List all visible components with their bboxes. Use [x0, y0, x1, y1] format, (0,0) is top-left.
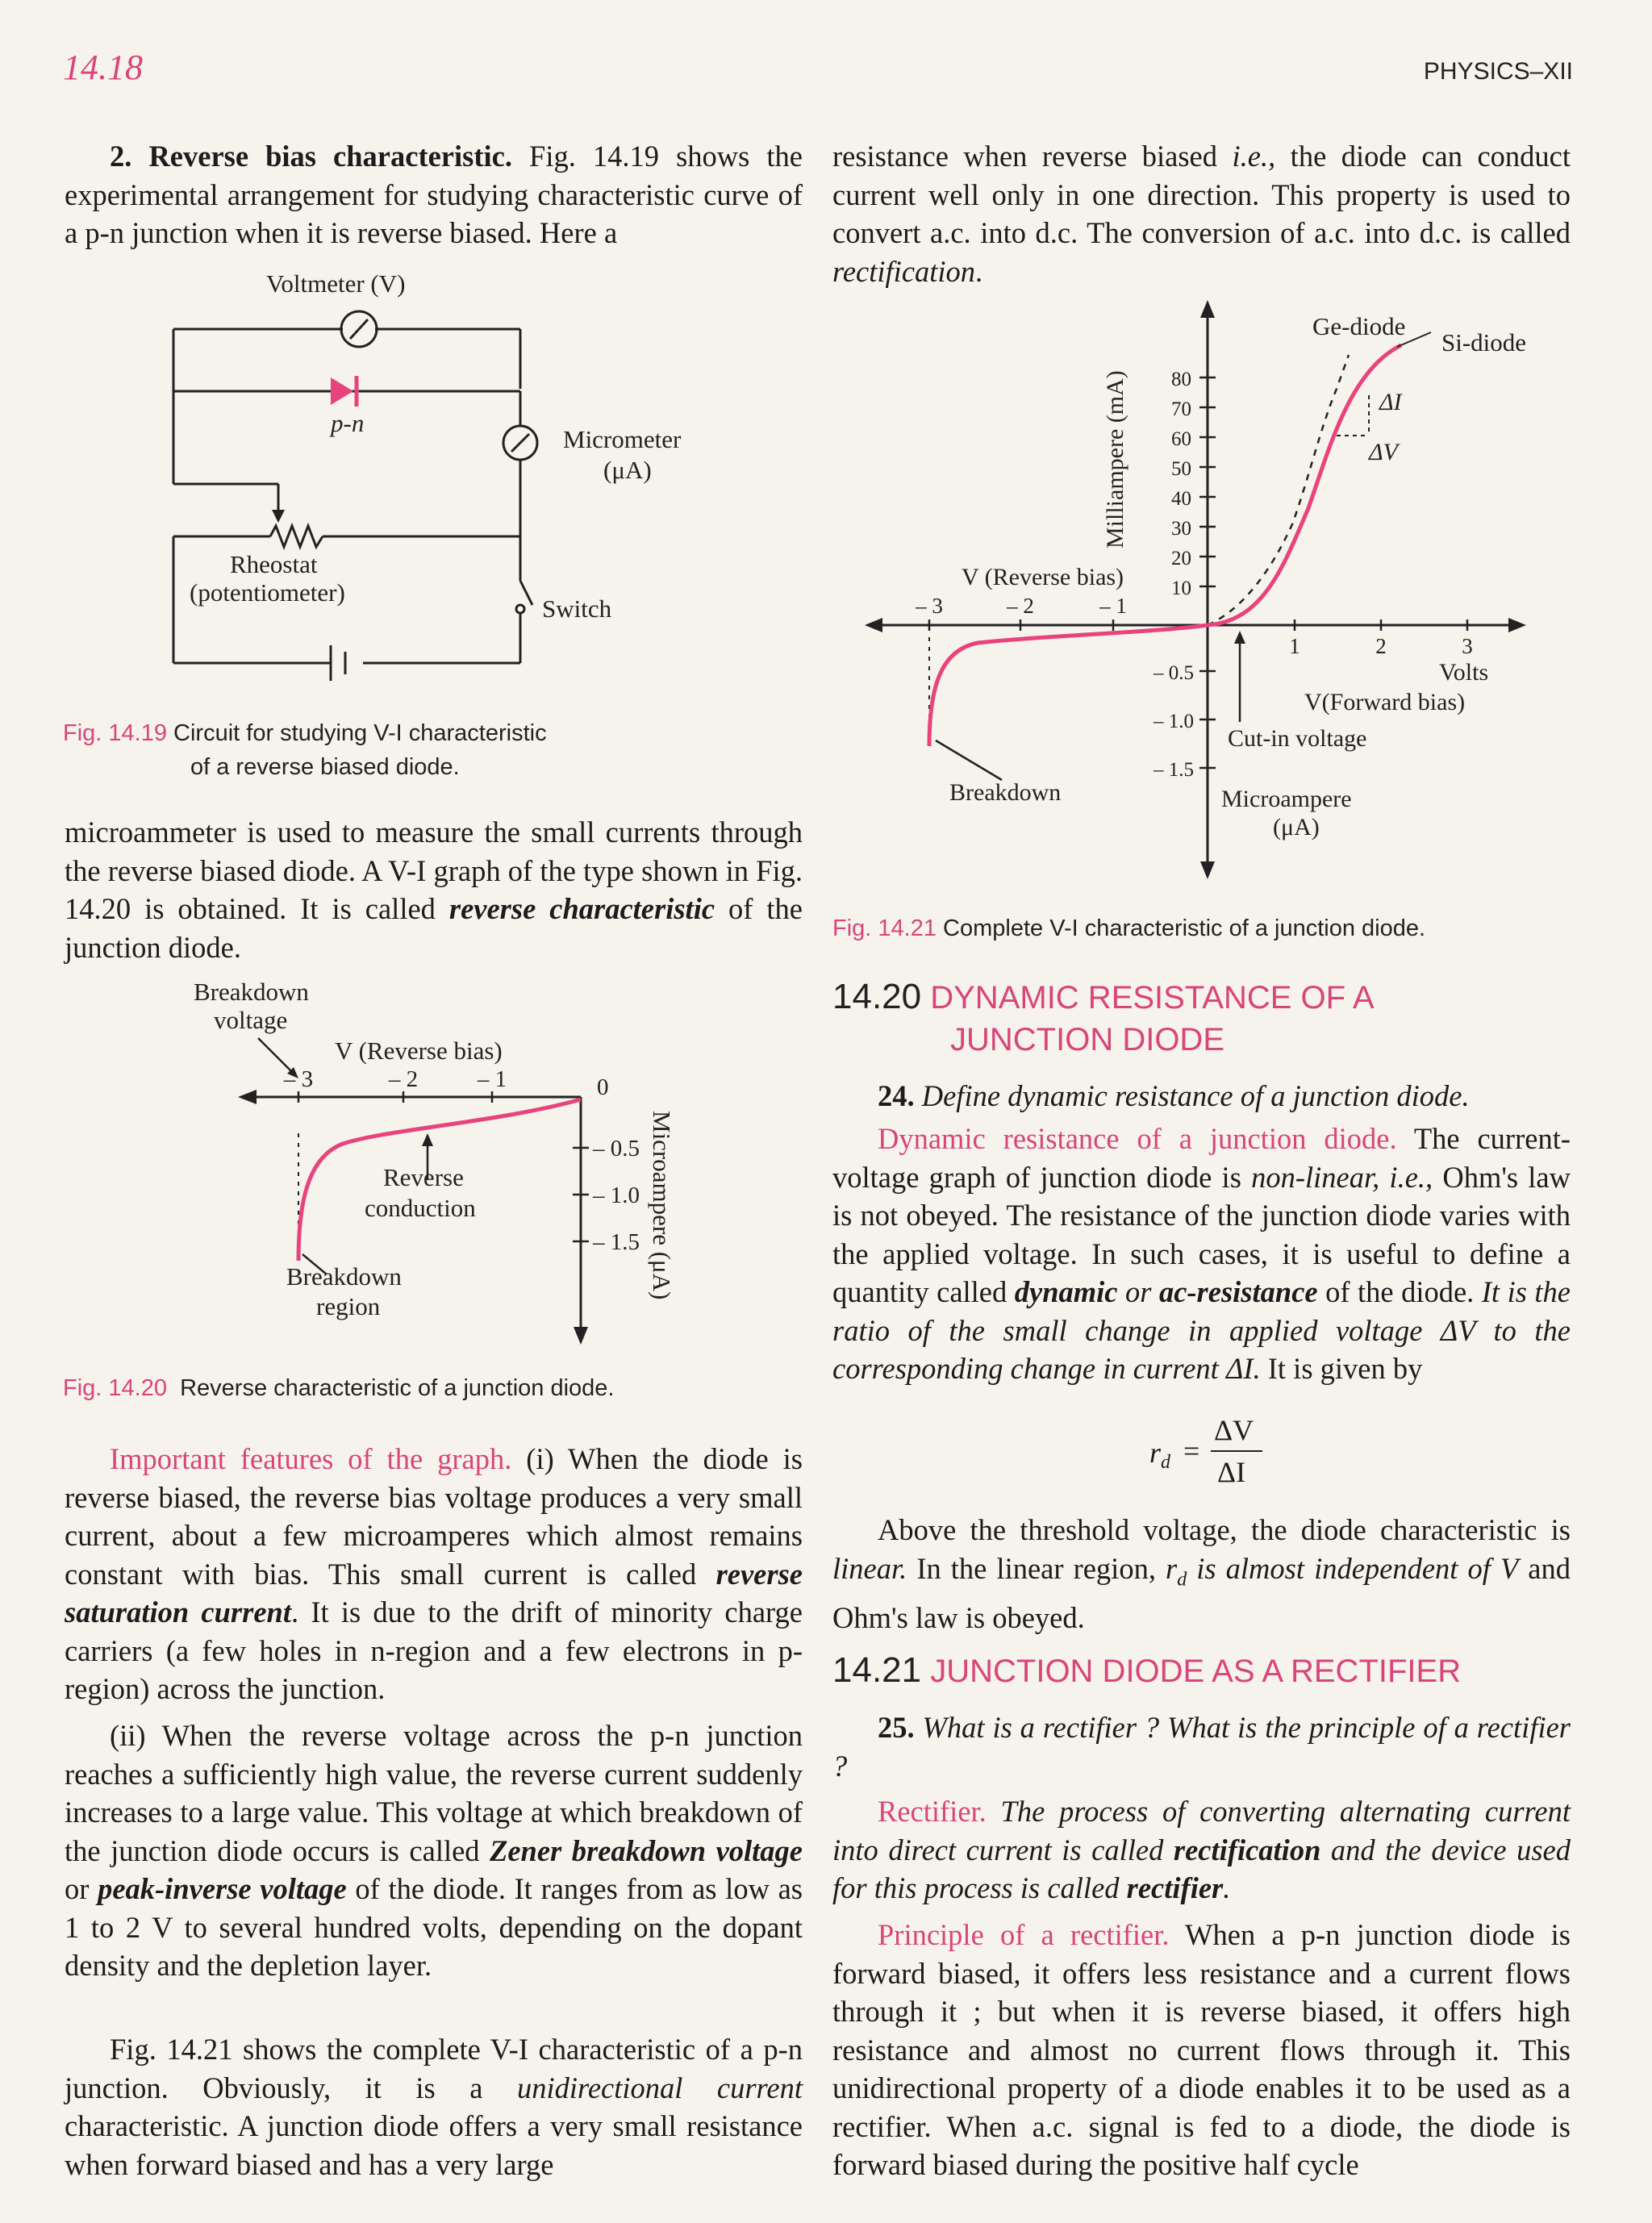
ge-diode-label: Ge-diode [1312, 312, 1406, 340]
si-diode-label: Si-diode [1441, 328, 1527, 357]
x-neg-tick-1: – 1 [1099, 594, 1127, 618]
y-tick-70: 70 [1171, 398, 1191, 420]
potentiometer-label: (potentiometer) [190, 578, 345, 607]
page-number: 14.18 [63, 48, 143, 87]
y-tick-60: 60 [1171, 428, 1191, 450]
y-axis-label: Microampere (μA) [648, 1111, 676, 1300]
breakdown-region-label-2: region [316, 1292, 381, 1320]
fig-14-21-chart [832, 298, 1575, 895]
forward-bias-label: V(Forward bias) [1304, 689, 1466, 715]
fig-14-20-chart [65, 972, 791, 1375]
y-tick-40: 40 [1171, 488, 1191, 510]
caption-fig-14-20: Fig. 14.20 Reverse characteristic of a junction diode. [63, 1375, 615, 1401]
fig-14-19-circuit [65, 266, 791, 702]
x-tick-3: – 1 [477, 1066, 507, 1092]
y-tick-50: 50 [1171, 458, 1191, 480]
paragraph-breakdown: (ii) When the reverse voltage across the p-n junction reaches a sufficiently high value, the reverse current suddenly increases to a large value. This voltage at which breakdown of the junction diode occurs is called Zener breakdown voltage or peak-inverse voltage of the diode. It ranges from as low as 1 to 2 V to several hundred volts, depending on the dopant density and the depletion layer. [65, 1719, 803, 1982]
caption-fig-14-21: Fig. 14.21 Complete V-I characteristic of a junction diode. [832, 915, 1426, 941]
y-tick-10: 10 [1171, 578, 1191, 599]
x-pos-tick-2: 2 [1375, 634, 1387, 658]
pn-label: p-n [331, 409, 365, 437]
breakdown-label: Breakdown [949, 779, 1062, 806]
x-left-label: V (Reverse bias) [962, 564, 1124, 590]
x-pos-tick-3: 3 [1462, 634, 1473, 658]
x-neg-tick-2: – 2 [1007, 594, 1034, 618]
delta-i-label: ΔI [1379, 389, 1402, 415]
paragraph-complete-vi: Fig. 14.21 shows the complete V-I characteristic of a p-n junction. Obviously, it is a unidirectional current characteristic. A junction diode offers a very small resistance when forward biased and has a very large [65, 2033, 803, 2181]
y-tick-3: – 1.5 [593, 1229, 640, 1255]
section-heading-14-20: 14.20 DYNAMIC RESISTANCE OF A JUNCTION DIODE [832, 977, 1375, 1057]
microampere-label: Microampere [1221, 786, 1352, 812]
x-axis-label: V (Reverse bias) [335, 1036, 503, 1065]
question-25: 25. What is a rectifier ? What is the principle of a rectifier ? [832, 1711, 1571, 1783]
y-tick-30: 30 [1171, 518, 1191, 540]
section-heading-14-21: 14.21 JUNCTION DIODE AS A RECTIFIER [832, 1650, 1462, 1690]
reverse-label: Reverse [383, 1163, 464, 1191]
paragraph-rectifier: Rectifier. The process of converting alternating current into direct current is called rectification and the device used for this process is called rectifier. [832, 1795, 1571, 1904]
micrometer-unit: (μA) [603, 456, 652, 484]
paragraph-principle: Principle of a rectifier. When a p-n junction diode is forward biased, it offers less resistance and a current flows through it ; but when it is reverse biased, it offers high resistance and almost no current flows through it. This unidirectional property of a diode enables it to be used as a rectifier. When a.c. signal is fed to a diode, the diode is forward biased during the positive half cycle [832, 1918, 1571, 2181]
x-neg-tick-3: – 3 [916, 594, 943, 618]
y-tick-80: 80 [1171, 369, 1191, 390]
question-24: 24. Define dynamic resistance of a junction diode. [878, 1079, 1470, 1112]
y-tick-1: – 0.5 [593, 1136, 640, 1162]
reverse-conduction-label: conduction [365, 1194, 476, 1222]
caption-fig-14-19: Fig. 14.19 Circuit for studying V-I characteristic of a reverse biased diode. [63, 720, 547, 780]
paragraph-dynamic-resistance: Dynamic resistance of a junction diode. The current- voltage graph of junction diode is non-linear, i.e., Ohm's law is not obeyed. The resistance of the junction diode varies with the applied voltage. In such cases, it is useful to define a quantity called dynamic or ac-resistance of the diode. It is the ratio of the small change in applied voltage ΔV to the corresponding change in current ΔI. It is given by [832, 1122, 1571, 1385]
y-tick-20: 20 [1171, 548, 1191, 569]
y-tick-2: – 1.0 [593, 1182, 640, 1208]
paragraph-threshold: Above the threshold voltage, the diode characteristic is linear. In the linear region, $r_d$ is almost independent of V and Ohm's law is obeyed. [832, 1513, 1571, 1635]
paragraph-microammeter: microammeter is used to measure the small currents through the reverse biased diode. A V-I graph of the type shown in Fig. 14.20 is obtained. It is called reverse characteristic of the junction diode. [65, 815, 803, 964]
voltmeter-label: Voltmeter (V) [266, 269, 406, 298]
y-neg-tick-1: – 0.5 [1153, 662, 1194, 684]
y-axis-label-ma: Milliampere (mA) [1102, 370, 1128, 548]
paragraph-reverse-bias: 2. Reverse bias characteristic. Fig. 14.19 shows the experimental arrangement for studying characteristic curve of a p-n junction when it is reverse biased. Here a [65, 140, 803, 249]
y-neg-tick-2: – 1.0 [1153, 711, 1194, 732]
switch-label: Switch [542, 594, 612, 623]
microampere-unit: (μA) [1273, 814, 1320, 840]
cutin-voltage-label: Cut-in voltage [1228, 725, 1367, 752]
breakdown-voltage-label-2: voltage [214, 1006, 288, 1034]
volts-label: Volts [1439, 659, 1489, 686]
breakdown-region-label: Breakdown [286, 1262, 402, 1291]
breakdown-voltage-label: Breakdown [194, 978, 309, 1006]
paragraph-important-features: Important features of the graph. (i) When the diode is reverse biased, the reverse bias voltage produces a very small current, about a few microamperes which almost remains constant with bias. This small current is called reverse saturation current. It is due to the drift of minority charge carriers (a few holes in n-region and a few electrons in p-region) across the junction. [65, 1442, 803, 1705]
paragraph-rectification: resistance when reverse biased i.e., the diode can conduct current well only in one direction. This property is used to convert a.c. into d.c. The conversion of a.c. into d.c. is called rectification. [832, 140, 1571, 288]
x-tick-origin: 0 [597, 1074, 609, 1100]
running-head: PHYSICS–XII [1423, 58, 1573, 85]
rheostat-label: Rheostat [230, 550, 318, 578]
x-tick-1: – 3 [283, 1066, 314, 1092]
x-pos-tick-1: 1 [1289, 634, 1300, 658]
delta-v-label: ΔV [1369, 439, 1398, 465]
x-tick-2: – 2 [388, 1066, 419, 1092]
y-neg-tick-3: – 1.5 [1153, 759, 1194, 781]
micrometer-label: Micrometer [563, 425, 682, 453]
